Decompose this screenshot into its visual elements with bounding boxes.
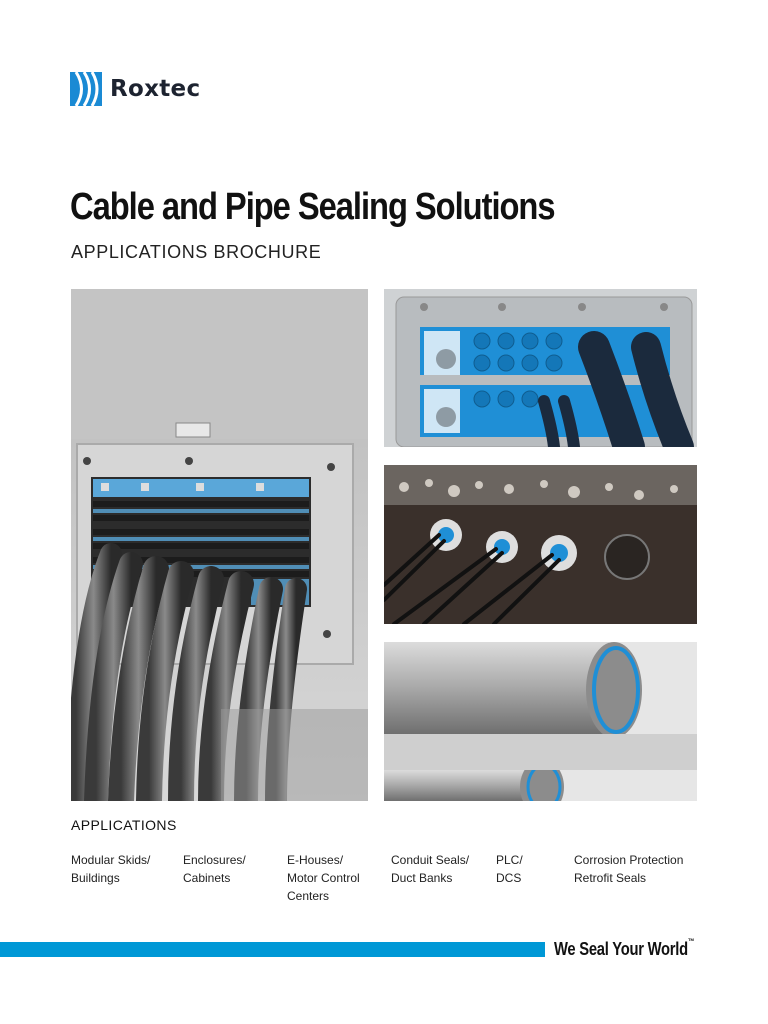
- application-line: DCS: [496, 871, 522, 885]
- application-plc-dcs: [496, 851, 523, 887]
- application-e-houses: [287, 851, 360, 905]
- brand-name: Roxtec: [110, 76, 201, 102]
- application-conduit-seals: [391, 851, 469, 887]
- application-line: Cabinets: [183, 871, 231, 885]
- application-line: Corrosion Protection: [574, 853, 684, 867]
- application-line: Modular Skids/: [71, 853, 151, 867]
- footer-accent-band: [0, 942, 545, 957]
- roxtec-chevron-logo-icon: [70, 72, 102, 106]
- application-enclosures: [183, 851, 246, 887]
- applications-heading: APPLICATIONS: [71, 817, 177, 833]
- page-title: Cable and Pipe Sealing Solutions: [70, 186, 555, 228]
- application-modular-skids: [71, 851, 150, 887]
- application-line: Enclosures/: [183, 853, 246, 867]
- application-line: Conduit Seals/: [391, 853, 470, 867]
- photo-underground-entries: [384, 465, 697, 624]
- application-line: E-Houses/: [287, 853, 344, 867]
- application-line: Retrofit Seals: [574, 871, 647, 885]
- application-line: Duct Banks: [391, 871, 453, 885]
- roxtec-logo: [70, 72, 200, 106]
- application-line: Buildings: [71, 871, 120, 885]
- photo-pipe-penetration: [384, 642, 697, 801]
- footer-tagline: [554, 939, 694, 960]
- photo-blue-seal-frame: [384, 289, 697, 447]
- application-line: Centers: [287, 889, 330, 903]
- application-line: Motor Control: [287, 871, 360, 885]
- application-corrosion-protection: [574, 851, 683, 887]
- trademark-symbol: ™: [687, 937, 695, 946]
- tagline-text: We Seal Your World: [554, 939, 688, 959]
- application-line: PLC/: [496, 853, 523, 867]
- photo-cable-transit: [71, 289, 368, 801]
- page-subtitle: APPLICATIONS BROCHURE: [71, 242, 322, 262]
